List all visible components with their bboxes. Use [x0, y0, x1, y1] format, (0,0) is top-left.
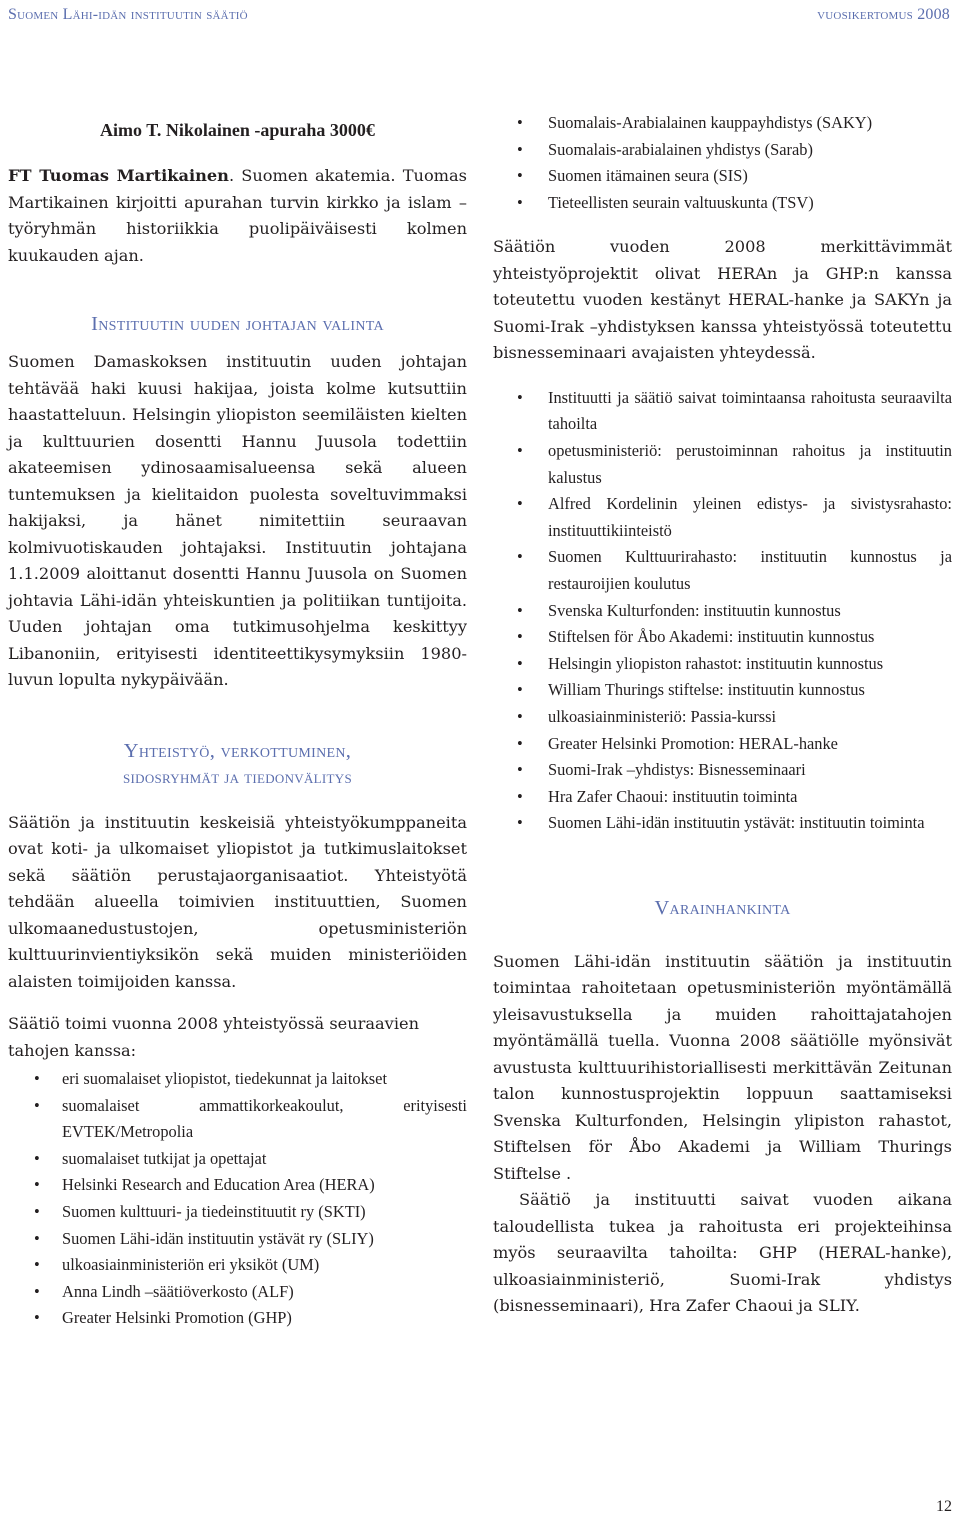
list-item: • Helsingin yliopiston rahastot: instituutin kunnostus	[517, 653, 884, 673]
list-item: • ulkoasiainministeriö: Passia-kurssi	[517, 707, 777, 726]
header-org-name: Suomen Lähi-idän instituutin säätiö	[8, 6, 248, 23]
right-column	[493, 110, 952, 1320]
partners-list	[8, 1066, 467, 1332]
list-item: • Hra Zafer Chaoui: instituutin toiminta	[517, 786, 798, 806]
list-item: • Helsinki Research and Education Area (HERA)	[34, 1175, 375, 1195]
list-item: • eri suomalaiset yliopistot, tiedekunnat ja laitokset	[34, 1069, 388, 1088]
list-item: • ulkoasiainministeriön eri yksiköt (UM)	[34, 1255, 320, 1275]
heading-cooperation	[8, 736, 467, 790]
list-item: • Suomi-Irak –yhdistys: Bisnesseminaari	[517, 760, 806, 780]
page-header	[8, 6, 950, 28]
list-item: • suomalaiset ammattikorkeakoulut, erityisesti EVTEK/Metropolia	[34, 1095, 467, 1142]
cooperation-paragraph: Säätiön ja instituutin keskeisiä yhteistyökumppaneita ovat koti- ja ulkomaiset yliopistot ja tutkimuslaitokset sekä säätiön perustajaorganisaatiot. Yhteistyötä tehdään alueella toimivien instituuttien, Suomen ulkomaanedustustojen, opetusministeriön kulttuurinvientiyksikön sekä muiden ministeriöiden alaisten toimijoiden kanssa.	[8, 812, 467, 991]
funding-sources-list	[493, 385, 952, 837]
page-number: 12	[936, 1498, 952, 1515]
partners-list-continued	[493, 110, 952, 216]
projects-paragraph: Säätiön vuoden 2008 merkittävimmät yhteistyöprojektit olivat HERAn ja GHP:n kanssa toteutettu vuoden kestänyt HERAL-hanke ja SAKYn ja Suomi-Irak –yhdistyksen kanssa yhteistyössä toteutettu bisnesseminaari avajaisten yhteydessä.	[493, 237, 952, 363]
fundraising-paragraph-1: Suomen Lähi-idän instituutin säätiön ja instituutin toimintaa rahoitetaan opetusministeriön myöntämällä yleisavustuksella ja muiden rahoittajatahojen myöntämällä tuella. Vuonna 2008 säätiölle myönsivät avustusta kulttuurihistoriallisesti merkittävän Zeitunan talon kunnostusprojektin loppuun saattamiseksi Svenska Kulturfonden, Helsingin ylipiston rahastot, Stiftelsen för Åbo Akademi ja William Thurings Stiftelse .	[493, 951, 952, 1183]
heading-fundraising: Varainhankinta	[654, 896, 791, 919]
list-item: • Suomen itämainen seura (SIS)	[517, 166, 748, 186]
list-item: • Alfred Kordelinin yleinen edistys- ja sivistysrahasto: instituuttikiinteistö	[517, 494, 952, 540]
list-item: • Suomalais-Arabialainen kauppayhdistys (SAKY)	[517, 113, 873, 132]
partners-intro: Säätiö toimi vuonna 2008 yhteistyössä seuraavien tahojen kanssa:	[8, 1014, 419, 1060]
list-item: • Greater Helsinki Promotion (GHP)	[34, 1308, 292, 1328]
fundraising-paragraph-2: Säätiö ja instituutti saivat vuoden aikana taloudellista tukea ja rahoitusta eri projekteihinsa myös seuraavilta tahoilta: GHP (HERAL-hanke), ulkoasiainministeriö, Suomi-Irak yhdistys (bisnesseminaari), Hra Zafer Chaoui ja SLIY.	[493, 1190, 952, 1316]
list-item: • William Thurings stiftelse: instituutin kunnostus	[517, 680, 865, 700]
list-item: • Suomen kulttuuri- ja tiedeinstituutit ry (SKTI)	[34, 1201, 366, 1221]
award-description: . Suomen akatemia. Tuomas Martikainen kirjoitti apurahan turvin kirkko ja islam –työryhmän historiikkia puolipäiväisesti kolmen kuukauden ajan.	[8, 166, 467, 265]
list-item: • Anna Lindh –säätiöverkosto (ALF)	[34, 1281, 294, 1301]
header-report-title: vuosikertomus 2008	[817, 6, 950, 23]
heading-director-selection: Instituutin uuden johtajan valinta	[91, 313, 384, 335]
award-recipient: FT Tuomas Martikainen	[8, 166, 229, 185]
list-item: • Suomalais-arabialainen yhdistys (Sarab)	[517, 139, 813, 159]
award-title: Aimo T. Nikolainen -apuraha 3000€	[100, 120, 375, 140]
list-item: • opetusministeriö: perustoiminnan rahoitus ja instituutin kalustus	[517, 441, 952, 487]
list-item: • suomalaiset tutkijat ja opettajat	[34, 1148, 267, 1168]
list-item: • Tieteellisten seurain valtuuskunta (TSV)	[517, 192, 814, 212]
list-item: • Suomen Kulttuurirahasto: instituutin kunnostus ja restauroijien koulutus	[517, 547, 952, 594]
heading-cooperation-line2: sidosryhmät ja tiedonvälitys	[122, 766, 352, 787]
list-item: • Suomen Lähi-idän instituutin ystävät ry (SLIY)	[34, 1228, 374, 1248]
list-item: • Stiftelsen för Åbo Akademi: instituutin kunnostus	[517, 627, 875, 647]
left-column	[8, 110, 467, 1332]
heading-cooperation-line1: Yhteistyö, verkottuminen,	[123, 739, 352, 762]
list-item: • Instituutti ja säätiö saivat toimintaansa rahoitusta seuraavilta tahoilta	[517, 387, 952, 434]
list-item: • Suomen Lähi-idän instituutin ystävät: instituutin toiminta	[517, 813, 925, 833]
award-paragraph	[8, 163, 467, 269]
list-item: • Svenska Kulturfonden: instituutin kunnostus	[517, 600, 841, 620]
list-item: • Greater Helsinki Promotion: HERAL-hanke	[517, 733, 838, 753]
director-paragraph: Suomen Damaskoksen instituutin uuden johtajan tehtävää haki kuusi hakijaa, joista kolme kutsuttiin haastatteluun. Helsingin yliopiston seemiläisten kielten ja kulttuurien dosentti Hannu Juusola todettiin akateemisen ydinosaamisalueensa sekä alueen tuntemuksen ja kielitaidon puolesta soveltuvimmaksi hakijaksi, ja hänet nimitettiin seuraavan kolmivuotiskauden johtajaksi. Instituutin johtajana 1.1.2009 aloittanut dosentti Hannu Juusola on Suomen johtavia Lähi-idän yhteiskuntien ja politiikan tuntijoita. Uuden johtajan oma tutkimusohjelma keskittyy Libanoniin, erityisesti identiteettikysymyksiin 1980-luvun lopulta nykypäivään.	[8, 352, 467, 689]
